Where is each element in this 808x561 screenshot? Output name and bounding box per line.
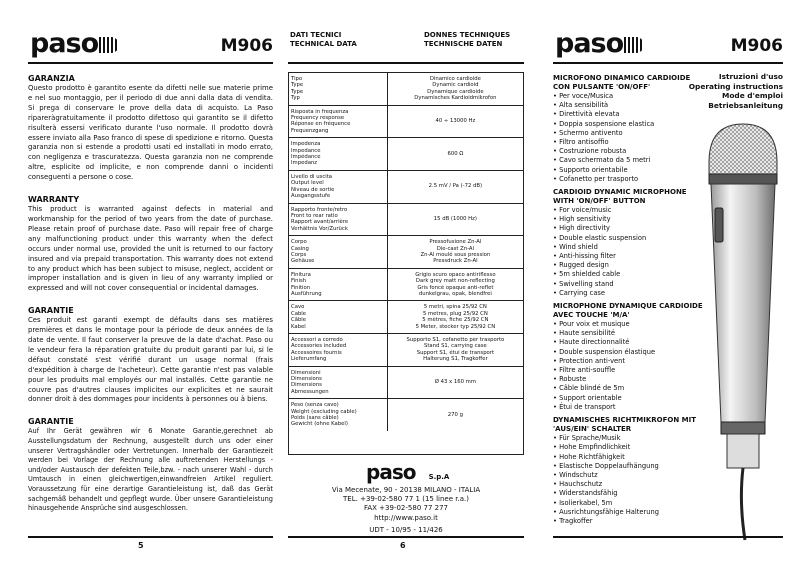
spec-label: Gehäuse [291,258,315,265]
spec-value: 5 metres, plug 25/92 CN [422,310,488,317]
spec-labels [289,105,387,138]
spec-value: Support S1, étui de transport [416,349,495,356]
spec-value: 2.5 mV / Pa (-72 dB) [428,183,483,190]
model-number: M906 [730,36,783,56]
header-left [290,31,357,49]
spec-values [387,268,523,301]
spec-value: Dinamico cardioide [429,76,481,82]
section-title: GARANZIA [28,74,75,83]
spec-row [289,334,523,367]
feature-item: • Doppia sospensione elastica [553,120,703,129]
company-suffix: S.p.A [428,473,450,481]
feature-list [553,320,703,412]
warranty-section-fr [28,306,273,405]
feature-item: • Windschutz [553,471,703,480]
spec-value: Gris foncé opaque anti-reflet [417,284,494,291]
spec-value: Supporto S1, cofanetto per trasporto [406,337,505,343]
spec-table [289,72,523,431]
spec-value: dunkelgrau, opak, blendfrei [418,290,492,297]
spec-label: Cable [291,310,307,317]
spec-value: Dynamisches Kardioidmikrofon [414,95,497,102]
brand-text: paso [555,28,624,59]
feature-list [553,92,703,184]
feature-item: • Elastische Doppelaufhängung [553,462,703,471]
feature-item: • Double suspension élastique [553,348,703,357]
spec-values [387,170,523,203]
spec-value: Grigio scuro opaco antiriflesso [415,271,496,278]
footer-rule [288,536,524,538]
feature-title: CARDIOID DYNAMIC MICROPHONE WITH 'ON/OFF' BUTTON [553,188,687,206]
middle-page [288,24,524,554]
spec-label: Abmessungen [291,388,329,395]
address-line: TEL. +39-02-580 77 1 (15 linee r.a.) [343,495,469,504]
paso-logo [555,28,644,59]
spec-label: Impédance [291,154,321,161]
left-page [28,24,273,554]
feature-item: • Filtre anti-souffle [553,366,703,375]
feature-list [553,434,703,526]
spec-value: 5 metri, spina 25/92 CN [423,304,487,311]
feature-item: • Double elastic suspension [553,234,703,243]
spec-values [387,334,523,367]
spec-value: 5 Meter, stecker typ 25/92 CN [415,323,496,330]
warranty-section-en [28,195,273,294]
feature-item: • High directivity [553,224,703,233]
feature-item: • Câble blindé de 5m [553,384,703,393]
spec-label: Finition [291,284,311,291]
feature-title: MICROPHONE DYNAMIQUE CARDIOIDE AVEC TOUCHE 'M/A' [553,302,703,320]
spec-label: Verhältnis Vor/Zurück [291,225,348,232]
spec-label: Type [291,82,304,89]
feature-item: • Robuste [553,375,703,384]
feature-item: • Wind shield [553,243,703,252]
spec-value: Dynamique cardioide [427,88,484,95]
instruction-line: Betriebsanleitung [708,100,783,110]
address-line: FAX +39-02-580 77 277 [363,504,448,513]
spec-label: Niveau de sortie [291,186,335,193]
spec-value: 600 Ω [447,150,464,157]
brand-text: paso [30,28,99,59]
spec-labels [289,301,387,334]
spec-label: Kabel [291,323,306,330]
spec-row [289,73,523,106]
section-body: Auf Ihr Gerät gewähren wir 6 Monate Garantie,gerechnet ab Ausstellungsdatum der Rechnung, ausgestellt durch uns oder einer unserer Vertragshändler oder Vertretungen. Innerhalb der Garantiezeit werden bei Vorlage der Rechnung alle auftretenden Herstellungs - und/oder Austausch der defekten Teile,bzw. - nach unserer Wahl - durch Umtausch in einen gleichwertigen,einwandfreien Artikel reguliert. Voraussetzung für eine derartige Garantieleistung ist, daß das Gerät sachgemäß behandelt und gepflegt wurde. Über unsere Garantieleistung hinausgehende Ansprüche sind ausgeschlossen. [28,427,273,513]
spec-value: Die-cast Zn-Al [436,245,475,252]
spec-value: Pressofusione Zn-Al [429,239,482,246]
section-title: GARANTIE [28,306,74,316]
spec-values [387,236,523,269]
address-line: Via Mecenate, 90 - 20138 MILANO - ITALIA [331,486,481,494]
feature-item: • Tragkoffer [553,517,703,526]
spec-label: Finish [291,278,307,285]
spec-label: Peso (senza cavo) [291,402,339,409]
spec-label: Risposta in frequenza [291,108,349,115]
feature-item: • Supporto orientabile [553,166,703,175]
spec-value: Zn-Al moulé sous pression [420,251,491,258]
feature-item: • Hohe Empfindlichkeit [553,443,703,452]
spec-label: Accessoires fournis [291,349,342,356]
instruction-line: Istruzioni d'uso [718,72,783,81]
feature-item: • Support orientable [553,394,703,403]
header-line: TECHNISCHE DATEN [424,40,503,48]
section-title: WARRANTY [28,195,80,205]
page-number: 6 [400,541,406,550]
spec-label: Ausgangsstufe [291,193,331,200]
feature-item: • Cofanetto per trasporto [553,175,703,184]
feature-item: • Haute sensibilité [553,329,703,338]
features [553,70,703,526]
spec-label: Finitura [291,271,311,278]
page-number: 5 [138,541,144,550]
feature-item: • Hohe Richtfähigkeit [553,453,703,462]
spec-labels [289,73,387,106]
spec-value: Halterung S1, Tragkoffer [423,356,488,363]
spec-table-box [288,72,524,455]
spec-label: Ausführung [291,290,322,297]
feature-item: • Costruzione robusta [553,147,703,156]
warranty-sections [28,68,273,514]
spec-label: Rapporto fronte/retro [291,206,348,213]
feature-title: DYNAMISCHES RICHTMIKROFON MIT 'AUS/EIN' SCHALTER [553,416,696,434]
company-logo [366,460,449,484]
header-line: DONNES TECHNIQUES [424,31,511,39]
spec-labels [289,138,387,171]
feature-item: • Carrying case [553,289,703,298]
feature-item: • Étui de transport [553,403,703,412]
spec-row [289,366,523,399]
spec-value: 15 dB (1000 Hz) [433,216,477,223]
instruction-line: Mode d'emploi [721,91,783,101]
spec-row [289,203,523,236]
microphone-illustration [703,122,783,542]
warranty-section-it [28,74,273,183]
spec-label: Dimensions [291,376,322,383]
logo-rings-icon [624,37,644,53]
doc-code: UDT - 10/95 - 11/426 [369,525,443,534]
footer-rule [553,536,783,538]
section-title: GARANTIE [28,417,74,427]
spec-value: Pressdruck Zn-Al [433,258,478,265]
feature-item: • Per voce/Musica [553,92,703,101]
spec-label: Dimensions [291,382,322,389]
feature-item: • Rugged design [553,261,703,270]
spec-label: Lieferumfang [291,356,327,363]
feature-item: • Ausrichtungsfähige Halterung [553,508,703,517]
spec-values [387,301,523,334]
feature-item: • 5m shielded cable [553,270,703,279]
spec-label: Output level [291,180,324,187]
header-line: TECHNICAL DATA [290,40,357,48]
address-block [288,486,524,535]
spec-label: Gewicht (ohne Kabel) [291,421,348,428]
feature-item: • Cavo schermato da 5 metri [553,156,703,165]
spec-label: Frequenzgang [291,127,329,134]
spec-values [387,73,523,106]
spec-label: Câble [291,317,307,324]
spec-row [289,236,523,269]
right-page [553,24,783,554]
feature-item: • Direttività elevata [553,110,703,119]
spec-label: Accessories included [291,343,347,350]
section-body: Ces produit est garanti exempt de défaults dans ses matières premières et dans le montage pour la période de deux années de la date de vente. Il faut conserver la preuve de la date d'achat. Paso ou le vendeur fera la réparation gratuite du produit garanti par lui, si le défaut constaté s'est vérifié durant un usage normal (frais d'expédition à charge de l'acheteur). Cette garantie n'est pas valable pour les produits mal employés our mal installés. Cette garantie ne couvre pas d'autres clauses implicites our explicites et ne saurait donner droit à des dommages pour incidents à personnes ou à biens. [28,316,273,404]
feature-item: • Widerstandsfähig [553,489,703,498]
header-rule [28,62,273,64]
spec-value: 5 mètres, fiche 25/92 CN [422,317,489,324]
spec-label: Impedance [291,147,321,154]
spec-values [387,399,523,431]
spec-label: Accessori a corredo [291,337,343,343]
feature-item: • Haute directionnalité [553,338,703,347]
spec-labels [289,203,387,236]
spec-label: Typ [291,95,300,102]
spec-values [387,366,523,399]
spec-labels [289,236,387,269]
spec-value: Dark grey matt non-reflecting [415,278,495,285]
spec-label: Corps [291,251,307,258]
spec-row [289,301,523,334]
company-brand: paso [366,460,416,484]
spec-labels [289,399,387,431]
spec-row [289,105,523,138]
logo-rings-icon [99,37,119,53]
section-body: This product is warranted against defects in material and workmanship for the period of two years from the date of purchase. Please retain proof of purchase date. Paso will repair free of charge any malfunctioning product under this warranty when the defect occurs under normal use, provided the unit is returned to our factory insured and via prepaid transportation. This warranty does not extend to any product which has been subject to misuse, neglect, accident or improper installation and is given in lieu of any warranty implied or expressed and will not cover consequential or incidental damages. [28,205,273,293]
footer-rule [28,536,273,538]
feature-block-de [553,416,703,526]
spec-label: Front to rear ratio [291,212,338,219]
spec-row [289,268,523,301]
spec-label: Livello di uscita [291,173,333,180]
website-link[interactable]: http://www.paso.it [374,513,438,522]
header-line: DATI TECNICI [290,31,342,39]
spec-label: Weight (excluding cable) [291,408,357,415]
spec-value: 270 g [447,411,463,418]
feature-item: • Für Sprache/Musik [553,434,703,443]
feature-item: • For voice/music [553,206,703,215]
header-rule [288,62,524,64]
spec-value: Dynamic cardioid [432,82,479,89]
feature-title: MICROFONO DINAMICO CARDIOIDE CON PULSANTE 'ON/OFF' [553,74,691,91]
feature-item: • Filtro antisoffio [553,138,703,147]
feature-block-fr [553,302,703,412]
feature-item: • Schermo antivento [553,129,703,138]
spec-label: Type [291,88,304,95]
feature-block-it [553,74,703,184]
spec-label: Poids (sans câble) [291,415,339,422]
spec-label: Tipo [291,76,303,82]
spec-label: Impedenza [291,141,321,148]
header-right [424,31,510,49]
feature-item: • Alta sensibilità [553,101,703,110]
spec-row [289,138,523,171]
spec-row [289,399,523,431]
feature-item: • Swivelling stand [553,280,703,289]
spec-values [387,138,523,171]
spec-label: Réponse en fréquence [291,121,351,128]
spec-values [387,105,523,138]
spec-label: Impedanz [291,160,318,167]
feature-item: • Hauchschutz [553,480,703,489]
spec-label: Casing [291,245,309,252]
header-rule [553,62,783,64]
spec-labels [289,170,387,203]
feature-item: • Pour voix et musique [553,320,703,329]
spec-label: Frequency response [291,115,345,122]
spec-label: Dimensioni [291,369,321,376]
feature-block-en [553,188,703,298]
paso-logo [30,28,119,59]
spec-label: Rapport avant/arrière [291,219,349,226]
instruction-line: Operating instructions [688,81,783,91]
spec-values [387,203,523,236]
spec-labels [289,268,387,301]
spec-label: Cavo [291,304,305,311]
section-body: Questo prodotto è garantito esente da difetti nelle sue materie prime e nel suo montaggio, per il periodo di due anni dalla data di vendita. Si prega di conservare le prove della data di acquisto. La Paso ripareràgratuitamente il prodotto difettoso qui garantito se il difetto risulterà essersi verificato durante l'uso normale. Il prodotto dovrà essere inviato alla Paso franco di spese di spedizione e ritorno. Questa garanzia non si estende a prodotti usati ed installati in modo errato, con negligenza e trascuratezza. Questa garanzia non ne comprende altre, esplicite od implicite, e non comprende danni o incidenti conseguenti a persone o cose. [28,84,273,182]
feature-list [553,206,703,298]
spec-value: Ø 43 x 160 mm [434,379,476,386]
spec-row [289,170,523,203]
warranty-section-de [28,417,273,513]
spec-label: Corpo [291,239,307,246]
feature-item: • Anti-hissing filter [553,252,703,261]
model-number: M906 [220,36,273,56]
spec-labels [289,334,387,367]
feature-item: • Isolierkabel, 5m [553,499,703,508]
spec-value: 40 ÷ 13000 Hz [435,118,476,125]
feature-item: • Protection anti-vent [553,357,703,366]
spec-labels [289,366,387,399]
spec-value: Stand S1, carrying case [423,343,487,350]
feature-item: • High sensitivity [553,215,703,224]
